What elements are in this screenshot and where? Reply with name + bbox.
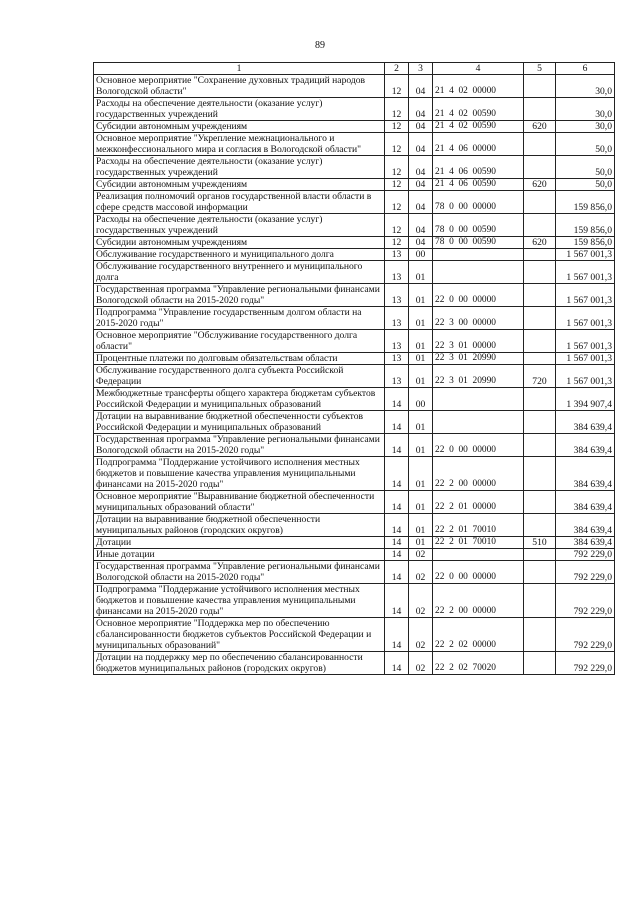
row-expense-type: [524, 491, 556, 514]
table-row: [94, 652, 615, 675]
row-name: Дотации на выравнивание бюджетной обеспеченности субъектов Российской Федерации и муниципальных образований: [94, 411, 385, 434]
row-name: Иные дотации: [94, 549, 385, 561]
row-amount: 1 567 001,3: [556, 261, 615, 284]
row-name: Дотации на выравнивание бюджетной обеспеченности муниципальных районов (городских округов): [94, 514, 385, 537]
row-code: 21 4 06 00000: [433, 133, 524, 156]
row-subsection: 04: [409, 237, 433, 249]
row-subsection: 01: [409, 284, 433, 307]
row-expense-type: [524, 98, 556, 121]
row-name: Межбюджетные трансферты общего характера бюджетам субъектов Российской Федерации и муниципальных образований: [94, 388, 385, 411]
row-subsection: 04: [409, 179, 433, 191]
header-cell-expense-type: 5: [524, 63, 556, 75]
row-code: 22 2 01 70010: [433, 514, 524, 537]
row-expense-type: [524, 330, 556, 353]
row-amount: 1 567 001,3: [556, 284, 615, 307]
row-subsection: 01: [409, 307, 433, 330]
row-amount: 384 639,4: [556, 411, 615, 434]
row-name: Расходы на обеспечение деятельности (оказание услуг) государственных учреждений: [94, 98, 385, 121]
header-cell-amount: 6: [556, 63, 615, 75]
row-expense-type: [524, 584, 556, 618]
table-row: [94, 491, 615, 514]
row-code: 21 4 06 00590: [433, 179, 524, 191]
table-row: [94, 121, 615, 133]
row-expense-type: [524, 156, 556, 179]
row-section: 14: [385, 618, 409, 652]
row-code: 78 0 00 00590: [433, 237, 524, 249]
table-row: [94, 537, 615, 549]
row-amount: 1 567 001,3: [556, 249, 615, 261]
budget-table: [93, 62, 615, 675]
row-subsection: 01: [409, 491, 433, 514]
row-amount: 384 639,4: [556, 434, 615, 457]
row-expense-type: 720: [524, 365, 556, 388]
row-code: 21 4 02 00000: [433, 75, 524, 98]
row-expense-type: [524, 652, 556, 675]
table-row: [94, 179, 615, 191]
row-name: Обслуживание государственного внутреннего и муниципального долга: [94, 261, 385, 284]
row-code: 22 0 00 00000: [433, 561, 524, 584]
row-code: 78 0 00 00000: [433, 191, 524, 214]
row-section: 13: [385, 353, 409, 365]
row-name: Подпрограмма "Управление государственным долгом области на 2015-2020 годы": [94, 307, 385, 330]
row-subsection: 01: [409, 411, 433, 434]
row-section: 12: [385, 133, 409, 156]
row-amount: 30,0: [556, 121, 615, 133]
row-section: 14: [385, 549, 409, 561]
table-row: [94, 618, 615, 652]
row-expense-type: [524, 618, 556, 652]
table-row: [94, 434, 615, 457]
row-name: Обслуживание государственного и муниципального долга: [94, 249, 385, 261]
row-name: Процентные платежи по долговым обязательствам области: [94, 353, 385, 365]
row-subsection: 02: [409, 618, 433, 652]
row-name: Основное мероприятие "Выравнивание бюджетной обеспеченности муниципальных образований области": [94, 491, 385, 514]
row-amount: 1 567 001,3: [556, 365, 615, 388]
row-subsection: 01: [409, 261, 433, 284]
row-code: 22 2 02 00000: [433, 618, 524, 652]
table-row: [94, 365, 615, 388]
row-expense-type: [524, 261, 556, 284]
row-amount: 384 639,4: [556, 537, 615, 549]
row-section: 14: [385, 514, 409, 537]
table-row: [94, 411, 615, 434]
budget-table-body: [94, 63, 615, 675]
row-expense-type: 510: [524, 537, 556, 549]
table-row: [94, 353, 615, 365]
row-section: 13: [385, 307, 409, 330]
table-row: [94, 330, 615, 353]
row-name: Основное мероприятие "Обслуживание государственного долга области": [94, 330, 385, 353]
row-subsection: 04: [409, 191, 433, 214]
row-amount: 159 856,0: [556, 214, 615, 237]
table-row: [94, 156, 615, 179]
row-section: 12: [385, 156, 409, 179]
row-section: 14: [385, 388, 409, 411]
row-amount: 792 229,0: [556, 549, 615, 561]
row-name: Государственная программа "Управление региональными финансами Вологодской области на 2015-2020 годы": [94, 561, 385, 584]
row-subsection: 04: [409, 98, 433, 121]
row-amount: 1 567 001,3: [556, 307, 615, 330]
row-section: 12: [385, 214, 409, 237]
row-code: 22 2 00 00000: [433, 584, 524, 618]
row-section: 13: [385, 249, 409, 261]
row-name: Субсидии автономным учреждениям: [94, 179, 385, 191]
table-row: [94, 457, 615, 491]
row-expense-type: [524, 457, 556, 491]
row-name: Государственная программа "Управление региональными финансами Вологодской области на 2015-2020 годы": [94, 434, 385, 457]
row-subsection: 04: [409, 214, 433, 237]
row-section: 13: [385, 365, 409, 388]
row-expense-type: 620: [524, 179, 556, 191]
row-code: 22 3 01 20990: [433, 353, 524, 365]
row-subsection: 02: [409, 561, 433, 584]
row-section: 12: [385, 179, 409, 191]
row-name: Реализация полномочий органов государственной власти области в сфере средств массовой информации: [94, 191, 385, 214]
row-name: Основное мероприятие "Поддержка мер по обеспечению сбалансированности бюджетов субъектов Российской Федерации и муниципальных образований": [94, 618, 385, 652]
row-subsection: 01: [409, 365, 433, 388]
header-cell-code: 4: [433, 63, 524, 75]
row-section: 14: [385, 537, 409, 549]
row-amount: 1 567 001,3: [556, 330, 615, 353]
table-row: [94, 549, 615, 561]
row-subsection: 01: [409, 353, 433, 365]
row-amount: 384 639,4: [556, 491, 615, 514]
row-amount: 50,0: [556, 156, 615, 179]
row-code: 22 0 00 00000: [433, 284, 524, 307]
row-amount: 1 567 001,3: [556, 353, 615, 365]
row-code: [433, 411, 524, 434]
table-row: [94, 133, 615, 156]
row-code: 22 2 02 70020: [433, 652, 524, 675]
row-section: 13: [385, 261, 409, 284]
row-name: Субсидии автономным учреждениям: [94, 121, 385, 133]
row-name: Расходы на обеспечение деятельности (оказание услуг) государственных учреждений: [94, 156, 385, 179]
row-section: 14: [385, 457, 409, 491]
table-row: [94, 514, 615, 537]
row-code: 22 3 00 00000: [433, 307, 524, 330]
table-row: [94, 561, 615, 584]
row-amount: 792 229,0: [556, 652, 615, 675]
header-cell-section: 2: [385, 63, 409, 75]
row-code: 21 4 06 00590: [433, 156, 524, 179]
row-code: 22 0 00 00000: [433, 434, 524, 457]
row-expense-type: [524, 75, 556, 98]
row-name: Субсидии автономным учреждениям: [94, 237, 385, 249]
row-amount: 30,0: [556, 75, 615, 98]
row-name: Дотации: [94, 537, 385, 549]
row-code: [433, 549, 524, 561]
row-code: 22 2 00 00000: [433, 457, 524, 491]
row-expense-type: [524, 549, 556, 561]
row-amount: 50,0: [556, 133, 615, 156]
row-expense-type: 620: [524, 237, 556, 249]
row-expense-type: [524, 388, 556, 411]
row-subsection: 04: [409, 133, 433, 156]
table-row: [94, 584, 615, 618]
row-amount: 792 229,0: [556, 561, 615, 584]
row-amount: 384 639,4: [556, 457, 615, 491]
row-expense-type: [524, 249, 556, 261]
row-name: Подпрограмма "Поддержание устойчивого исполнения местных бюджетов и повышение качества управления муниципальными финансами на 2015-2020 годы": [94, 584, 385, 618]
table-row: [94, 284, 615, 307]
row-expense-type: [524, 284, 556, 307]
row-name: Дотации на поддержку мер по обеспечению сбалансированности бюджетов муниципальных районов (городских округов): [94, 652, 385, 675]
page-number: 89: [315, 40, 325, 51]
row-name: Государственная программа "Управление региональными финансами Вологодской области на 2015-2020 годы": [94, 284, 385, 307]
row-subsection: 04: [409, 156, 433, 179]
row-amount: 384 639,4: [556, 514, 615, 537]
row-expense-type: [524, 434, 556, 457]
row-expense-type: [524, 514, 556, 537]
row-subsection: 00: [409, 249, 433, 261]
table-row: [94, 214, 615, 237]
row-expense-type: [524, 411, 556, 434]
row-name: Подпрограмма "Поддержание устойчивого исполнения местных бюджетов и повышение качества управления муниципальными финансами на 2015-2020 годы": [94, 457, 385, 491]
row-code: 22 3 01 00000: [433, 330, 524, 353]
row-section: 12: [385, 75, 409, 98]
row-section: 14: [385, 561, 409, 584]
row-subsection: 01: [409, 537, 433, 549]
row-name: Обслуживание государственного долга субъекта Российской Федерации: [94, 365, 385, 388]
row-subsection: 04: [409, 121, 433, 133]
row-expense-type: [524, 133, 556, 156]
row-section: 14: [385, 652, 409, 675]
row-section: 12: [385, 237, 409, 249]
row-amount: 792 229,0: [556, 584, 615, 618]
row-section: 13: [385, 330, 409, 353]
row-subsection: 01: [409, 434, 433, 457]
row-code: 21 4 02 00590: [433, 98, 524, 121]
row-section: 14: [385, 434, 409, 457]
table-row: [94, 388, 615, 411]
table-row: [94, 307, 615, 330]
row-expense-type: [524, 561, 556, 584]
row-subsection: 01: [409, 330, 433, 353]
table-row: [94, 98, 615, 121]
row-subsection: 04: [409, 75, 433, 98]
row-expense-type: [524, 191, 556, 214]
table-row: [94, 261, 615, 284]
row-subsection: 01: [409, 457, 433, 491]
row-name: Расходы на обеспечение деятельности (оказание услуг) государственных учреждений: [94, 214, 385, 237]
row-code: 22 2 01 70010: [433, 537, 524, 549]
row-code: [433, 249, 524, 261]
table-header-row: [94, 63, 615, 75]
table-row: [94, 237, 615, 249]
row-code: 21 4 02 00590: [433, 121, 524, 133]
row-section: 13: [385, 284, 409, 307]
row-amount: 792 229,0: [556, 618, 615, 652]
row-code: 22 3 01 20990: [433, 365, 524, 388]
row-expense-type: [524, 214, 556, 237]
row-code: [433, 388, 524, 411]
table-row: [94, 191, 615, 214]
row-subsection: 02: [409, 584, 433, 618]
row-expense-type: [524, 353, 556, 365]
row-name: Основное мероприятие "Укрепление межнационального и межконфессионального мира и согласия в Вологодской области": [94, 133, 385, 156]
row-section: 14: [385, 411, 409, 434]
row-amount: 1 394 907,4: [556, 388, 615, 411]
row-name: Основное мероприятие "Сохранение духовных традиций народов Вологодской области": [94, 75, 385, 98]
row-code: [433, 261, 524, 284]
row-amount: 159 856,0: [556, 191, 615, 214]
row-expense-type: [524, 307, 556, 330]
row-amount: 50,0: [556, 179, 615, 191]
row-amount: 159 856,0: [556, 237, 615, 249]
header-cell-name: 1: [94, 63, 385, 75]
table-row: [94, 75, 615, 98]
row-expense-type: 620: [524, 121, 556, 133]
row-subsection: 02: [409, 652, 433, 675]
row-section: 14: [385, 491, 409, 514]
table-row: [94, 249, 615, 261]
row-section: 12: [385, 191, 409, 214]
row-code: 22 2 01 00000: [433, 491, 524, 514]
row-subsection: 01: [409, 514, 433, 537]
row-amount: 30,0: [556, 98, 615, 121]
row-code: 78 0 00 00590: [433, 214, 524, 237]
row-subsection: 00: [409, 388, 433, 411]
row-section: 12: [385, 98, 409, 121]
header-cell-subsection: 3: [409, 63, 433, 75]
row-section: 12: [385, 121, 409, 133]
row-subsection: 02: [409, 549, 433, 561]
row-section: 14: [385, 584, 409, 618]
